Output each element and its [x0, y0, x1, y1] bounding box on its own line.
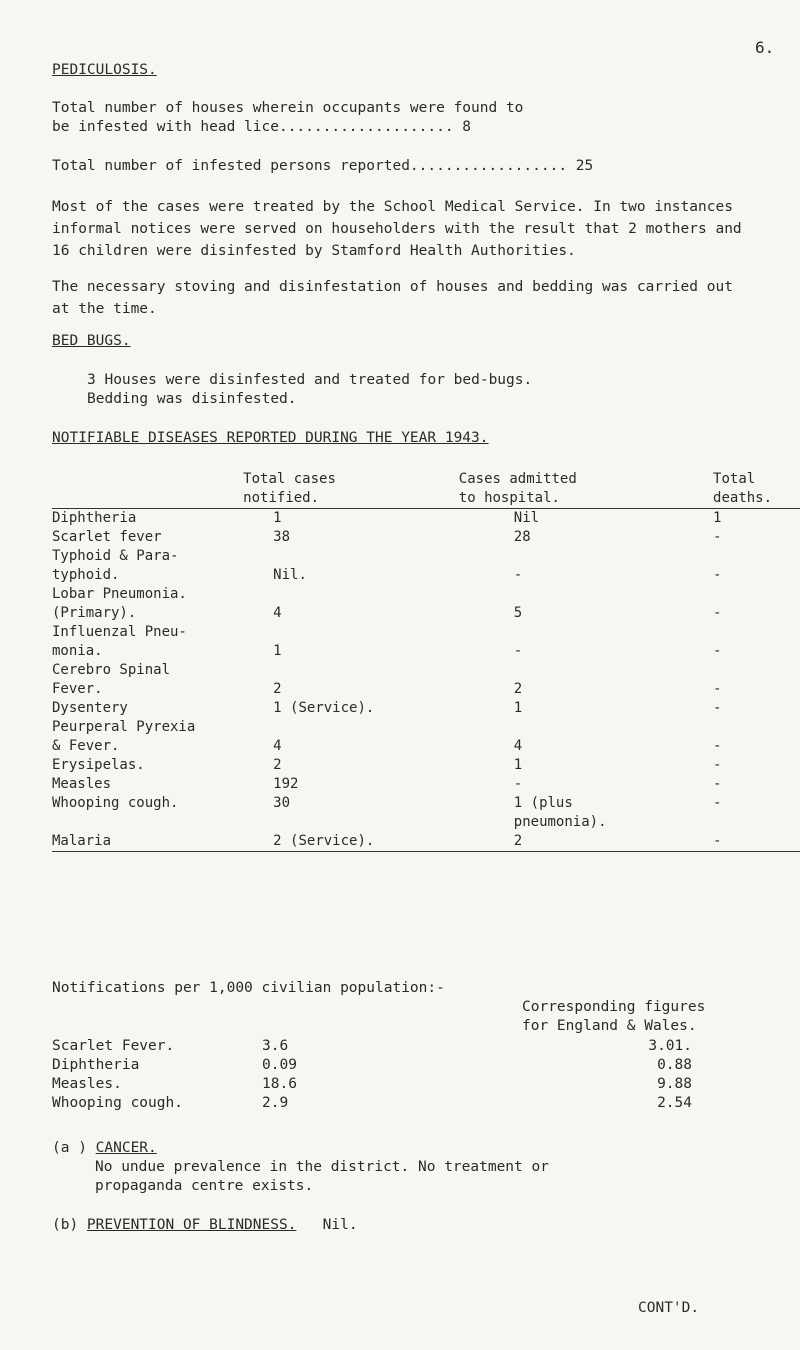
- cases-notified: 2 (Service).: [243, 832, 459, 852]
- notifiable-diseases-title: NOTIFIABLE DISEASES REPORTED DURING THE YEAR 1943.: [52, 430, 489, 446]
- cases-admitted: -: [513, 643, 523, 659]
- rate-disease: Diphtheria: [52, 1057, 140, 1073]
- disease-name: Measles: [52, 776, 112, 792]
- blindness-value: Nil.: [322, 1217, 358, 1233]
- bed-bugs-line-2: Bedding was disinfested.: [87, 391, 297, 407]
- cases-notified: 30: [273, 795, 291, 811]
- rates-intro: Notifications per 1,000 civilian population:-: [52, 980, 445, 996]
- cases-notified: Nil.: [273, 567, 307, 583]
- deaths: -: [713, 643, 722, 659]
- table-row: [52, 509, 800, 529]
- deaths: 1: [713, 510, 722, 526]
- table-row: [52, 1056, 692, 1075]
- table-row: [52, 585, 800, 623]
- table-header-row: [52, 470, 800, 509]
- cases-admitted: -: [513, 776, 523, 792]
- cases-admitted: 2: [459, 832, 713, 852]
- corresponding-figures-line-1: Corresponding figures: [522, 999, 706, 1015]
- cancer-line-2: propaganda centre exists.: [95, 1178, 314, 1194]
- cases-notified: 192: [273, 776, 299, 792]
- cases-admitted: 28: [513, 529, 531, 545]
- corresponding-figures-line-2: for England & Wales.: [522, 1018, 697, 1034]
- blindness-title: PREVENTION OF BLINDNESS.: [86, 1217, 297, 1233]
- rate-national: 2.54: [657, 1095, 692, 1111]
- table-row: [52, 775, 800, 794]
- disease-name: Influenzal Pneu- monia.: [52, 624, 187, 659]
- deaths: -: [713, 529, 722, 545]
- table-row: [52, 623, 800, 661]
- rates-table: [52, 1037, 692, 1113]
- blindness-separator: [296, 1217, 322, 1233]
- disease-name: Erysipelas.: [52, 757, 145, 773]
- houses-infested-line-2: be infested with head lice.................... 8: [52, 119, 472, 135]
- table-row: [52, 528, 800, 547]
- disease-name: Typhoid & Para- typhoid.: [52, 548, 179, 583]
- deaths: -: [713, 567, 722, 583]
- cases-notified: 4: [273, 738, 282, 754]
- table-row: [52, 547, 800, 585]
- deaths: -: [713, 776, 722, 792]
- deaths: -: [713, 795, 722, 811]
- table-row: [52, 832, 800, 852]
- disease-name: Dysentery: [52, 700, 128, 716]
- cases-notified: 4: [273, 605, 282, 621]
- table-row: [52, 756, 800, 775]
- disease-name: Peurperal Pyrexia & Fever.: [52, 719, 196, 754]
- disease-name: Whooping cough.: [52, 795, 179, 811]
- bed-bugs-title: BED BUGS.: [52, 333, 131, 349]
- column-header-cases-notified: Total cases notified.: [243, 470, 459, 509]
- cases-notified: 1 (Service).: [273, 700, 375, 716]
- bed-bugs-line-1: 3 Houses were disinfested and treated for bed-bugs.: [87, 372, 533, 388]
- continued-footer: CONT'D.: [638, 1300, 700, 1316]
- notifiable-diseases-table: [52, 470, 800, 852]
- column-header-deaths: Total deaths.: [713, 470, 800, 509]
- rate-national: 9.88: [657, 1076, 692, 1092]
- page-number: 6.: [755, 38, 775, 57]
- cases-admitted: 2: [513, 681, 523, 697]
- rate-local: 18.6: [262, 1076, 297, 1092]
- cases-admitted: 1: [513, 700, 523, 716]
- blindness-label: (b): [52, 1217, 87, 1233]
- cancer-line-1: No undue prevalence in the district. No treatment or: [95, 1159, 549, 1175]
- rate-disease: Scarlet Fever.: [52, 1038, 175, 1054]
- table-row: [52, 1075, 692, 1094]
- treatment-paragraph: Most of the cases were treated by the School Medical Service. In two instances informal notices were served on householders with the result that 2 mothers and 16 children were disinfested by Stamford Health Authorities.: [52, 199, 742, 259]
- cancer-title: CANCER.: [95, 1140, 157, 1156]
- deaths: -: [713, 681, 722, 697]
- rate-local: 0.09: [262, 1057, 297, 1073]
- stoving-paragraph: The necessary stoving and disinfestation of houses and bedding was carried out at the time.: [52, 279, 733, 317]
- table-row: [52, 1094, 692, 1113]
- cases-notified: 1: [273, 510, 282, 526]
- disease-name: Lobar Pneumonia. (Primary).: [52, 586, 187, 621]
- cancer-label: (a ): [52, 1140, 96, 1156]
- cases-notified: 38: [273, 529, 291, 545]
- table-row: [52, 794, 800, 832]
- cancer-heading: [52, 1140, 157, 1156]
- cases-admitted: 1 (plus pneumonia).: [513, 795, 607, 830]
- rate-disease: Whooping cough.: [52, 1095, 183, 1111]
- deaths: -: [713, 700, 722, 716]
- deaths: -: [713, 757, 722, 773]
- cases-admitted: 5: [513, 605, 523, 621]
- deaths: -: [713, 738, 722, 754]
- blindness-line: [52, 1217, 358, 1233]
- disease-name: Scarlet fever: [52, 529, 162, 545]
- cases-admitted: 1: [513, 757, 523, 773]
- table-row: [52, 1037, 692, 1056]
- disease-name: Diphtheria: [52, 510, 137, 526]
- column-header-disease: [52, 470, 243, 509]
- table-row: [52, 699, 800, 718]
- disease-name: Cerebro Spinal Fever.: [52, 662, 171, 697]
- rate-disease: Measles.: [52, 1076, 122, 1092]
- section-title-pediculosis: PEDICULOSIS.: [52, 62, 157, 78]
- rate-national: 0.88: [657, 1057, 692, 1073]
- table-row: [52, 718, 800, 756]
- cases-admitted: Nil: [513, 510, 540, 526]
- infested-persons-line: Total number of infested persons reported.................. 25: [52, 158, 594, 174]
- houses-infested-line-1: Total number of houses wherein occupants were found to: [52, 100, 524, 116]
- deaths: -: [713, 832, 800, 852]
- rate-local: 3.6: [262, 1038, 289, 1054]
- rate-local: 2.9: [262, 1095, 289, 1111]
- cases-admitted: -: [513, 567, 523, 583]
- cases-notified: 2: [273, 757, 282, 773]
- disease-name: Malaria: [52, 832, 243, 852]
- column-header-admitted: Cases admitted to hospital.: [459, 470, 713, 509]
- cases-admitted: 4: [513, 738, 523, 754]
- cases-notified: 1: [273, 643, 282, 659]
- rate-national: 3.01.: [648, 1038, 692, 1054]
- table-row: [52, 661, 800, 699]
- deaths: -: [713, 605, 722, 621]
- cases-notified: 2: [273, 681, 282, 697]
